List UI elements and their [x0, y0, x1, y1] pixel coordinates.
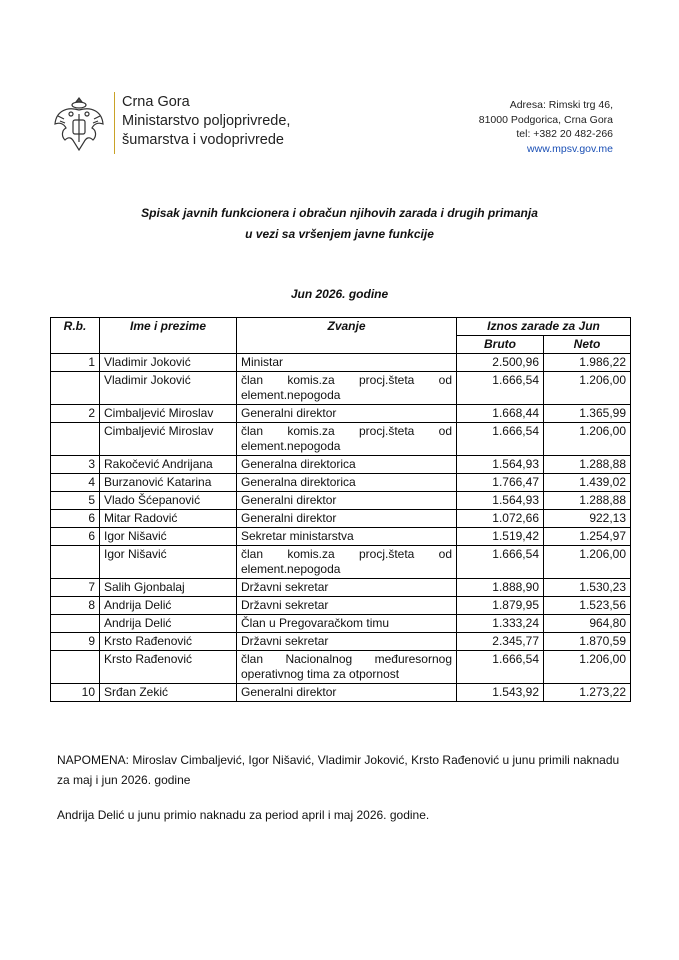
row-title: Generalna direktorica	[237, 474, 457, 492]
row-number	[51, 546, 100, 579]
row-name: Igor Nišavić	[100, 546, 237, 579]
row-number	[51, 651, 100, 684]
row-gross: 1.888,90	[457, 579, 544, 597]
document-period: Jun 2026. godine	[290, 287, 389, 301]
row-gross: 1.666,54	[457, 423, 544, 456]
row-name: Vladimir Joković	[100, 354, 237, 372]
header-name: Ime i prezime	[100, 318, 237, 354]
header-net: Neto	[544, 336, 631, 354]
row-title: Državni sekretar	[237, 597, 457, 615]
address-street: Adresa: Rimski trg 46,	[509, 99, 613, 111]
table-body	[51, 354, 631, 702]
header-divider	[114, 92, 115, 154]
website-link[interactable]: www.mpsv.gov.me	[527, 142, 613, 155]
row-name: Vladimir Joković	[100, 372, 237, 405]
table-row	[51, 423, 631, 456]
row-number: 4	[51, 474, 100, 492]
row-net: 922,13	[544, 510, 631, 528]
row-number: 10	[51, 684, 100, 702]
row-number: 8	[51, 597, 100, 615]
document-title	[0, 203, 679, 245]
table-row	[51, 546, 631, 579]
table-row	[51, 615, 631, 633]
row-net: 1.288,88	[544, 456, 631, 474]
row-gross: 1.543,92	[457, 684, 544, 702]
address-phone: tel: +382 20 482-266	[516, 128, 613, 140]
row-gross: 1.666,54	[457, 372, 544, 405]
row-number	[51, 423, 100, 456]
row-title: član komis.za procj.šteta od element.nepogoda	[237, 546, 457, 579]
row-net: 1.870,59	[544, 633, 631, 651]
row-name: Srđan Zekić	[100, 684, 237, 702]
row-gross: 1.564,93	[457, 492, 544, 510]
row-number: 2	[51, 405, 100, 423]
org-line-ministry-cont: šumarstva i vodoprivrede	[122, 132, 284, 148]
row-net: 1.206,00	[544, 651, 631, 684]
table-row	[51, 354, 631, 372]
row-number: 9	[51, 633, 100, 651]
row-name: Andrija Delić	[100, 597, 237, 615]
table-row	[51, 597, 631, 615]
row-title: član komis.za procj.šteta od element.nepogoda	[237, 372, 457, 405]
org-line-country: Crna Gora	[122, 94, 190, 110]
row-name: Salih Gjonbalaj	[100, 579, 237, 597]
row-number: 1	[51, 354, 100, 372]
row-gross: 1.666,54	[457, 651, 544, 684]
coat-of-arms-icon	[52, 92, 106, 156]
row-gross: 1.519,42	[457, 528, 544, 546]
row-gross: 1.072,66	[457, 510, 544, 528]
row-net: 1.206,00	[544, 372, 631, 405]
header-gross: Bruto	[457, 336, 544, 354]
row-title: Generalni direktor	[237, 492, 457, 510]
row-net: 1.206,00	[544, 546, 631, 579]
row-net: 1.206,00	[544, 423, 631, 456]
row-title: Generalni direktor	[237, 684, 457, 702]
row-gross: 1.333,24	[457, 615, 544, 633]
row-name: Burzanović Katarina	[100, 474, 237, 492]
row-title: Ministar	[237, 354, 457, 372]
row-title: Generalna direktorica	[237, 456, 457, 474]
row-net: 964,80	[544, 615, 631, 633]
row-title: član Nacionalnog međuresornog operativnog tima za otpornost	[237, 651, 457, 684]
row-net: 1.986,22	[544, 354, 631, 372]
table-row	[51, 651, 631, 684]
table-row	[51, 405, 631, 423]
row-name: Krsto Rađenović	[100, 651, 237, 684]
row-number	[51, 372, 100, 405]
title-line-2: u vezi sa vršenjem javne funkcije	[245, 227, 434, 241]
row-net: 1.523,56	[544, 597, 631, 615]
row-name: Rakočević Andrijana	[100, 456, 237, 474]
row-number: 3	[51, 456, 100, 474]
row-title: Sekretar ministarstva	[237, 528, 457, 546]
row-title: Generalni direktor	[237, 405, 457, 423]
table-row	[51, 684, 631, 702]
header-title: Zvanje	[237, 318, 457, 354]
organization-name	[122, 93, 290, 150]
row-gross: 2.500,96	[457, 354, 544, 372]
header-rb: R.b.	[51, 318, 100, 354]
row-name: Igor Nišavić	[100, 528, 237, 546]
row-number: 7	[51, 579, 100, 597]
row-net: 1.273,22	[544, 684, 631, 702]
row-name: Vlado Šćepanović	[100, 492, 237, 510]
row-title: Državni sekretar	[237, 579, 457, 597]
salary-table	[50, 317, 631, 702]
row-net: 1.439,02	[544, 474, 631, 492]
row-gross: 1.668,44	[457, 405, 544, 423]
row-net: 1.288,88	[544, 492, 631, 510]
table-row	[51, 510, 631, 528]
row-gross: 1.879,95	[457, 597, 544, 615]
row-net: 1.365,99	[544, 405, 631, 423]
table-row	[51, 492, 631, 510]
row-gross: 1.564,93	[457, 456, 544, 474]
note-1: NAPOMENA: Miroslav Cimbaljević, Igor Nišavić, Vladimir Joković, Krsto Rađenović u junu primili naknadu za maj i jun 2026. godine	[57, 753, 620, 787]
title-line-1: Spisak javnih funkcionera i obračun njihovih zarada i drugih primanja	[141, 206, 538, 220]
table-row	[51, 474, 631, 492]
row-name: Cimbaljević Miroslav	[100, 405, 237, 423]
table-row	[51, 372, 631, 405]
row-number: 5	[51, 492, 100, 510]
row-gross: 1.766,47	[457, 474, 544, 492]
row-net: 1.530,23	[544, 579, 631, 597]
note-2: Andrija Delić u junu primio naknadu za period april i maj 2026. godine.	[57, 808, 430, 822]
address-city: 81000 Podgorica, Crna Gora	[478, 113, 613, 126]
row-number	[51, 615, 100, 633]
org-line-ministry: Ministarstvo poljoprivrede,	[122, 113, 291, 129]
row-gross: 1.666,54	[457, 546, 544, 579]
table-row	[51, 456, 631, 474]
table-row	[51, 579, 631, 597]
table-row	[51, 528, 631, 546]
header-amount: Iznos zarade za Jun	[457, 318, 631, 336]
address-block	[479, 98, 613, 156]
row-name: Mitar Radović	[100, 510, 237, 528]
row-title: član komis.za procj.šteta od element.nepogoda	[237, 423, 457, 456]
row-number: 6	[51, 510, 100, 528]
row-gross: 2.345,77	[457, 633, 544, 651]
row-title: Državni sekretar	[237, 633, 457, 651]
row-name: Cimbaljević Miroslav	[100, 423, 237, 456]
row-name: Andrija Delić	[100, 615, 237, 633]
row-title: Generalni direktor	[237, 510, 457, 528]
row-name: Krsto Rađenović	[100, 633, 237, 651]
table-row	[51, 633, 631, 651]
row-number: 6	[51, 528, 100, 546]
row-net: 1.254,97	[544, 528, 631, 546]
row-title: Član u Pregovaračkom timu	[237, 615, 457, 633]
